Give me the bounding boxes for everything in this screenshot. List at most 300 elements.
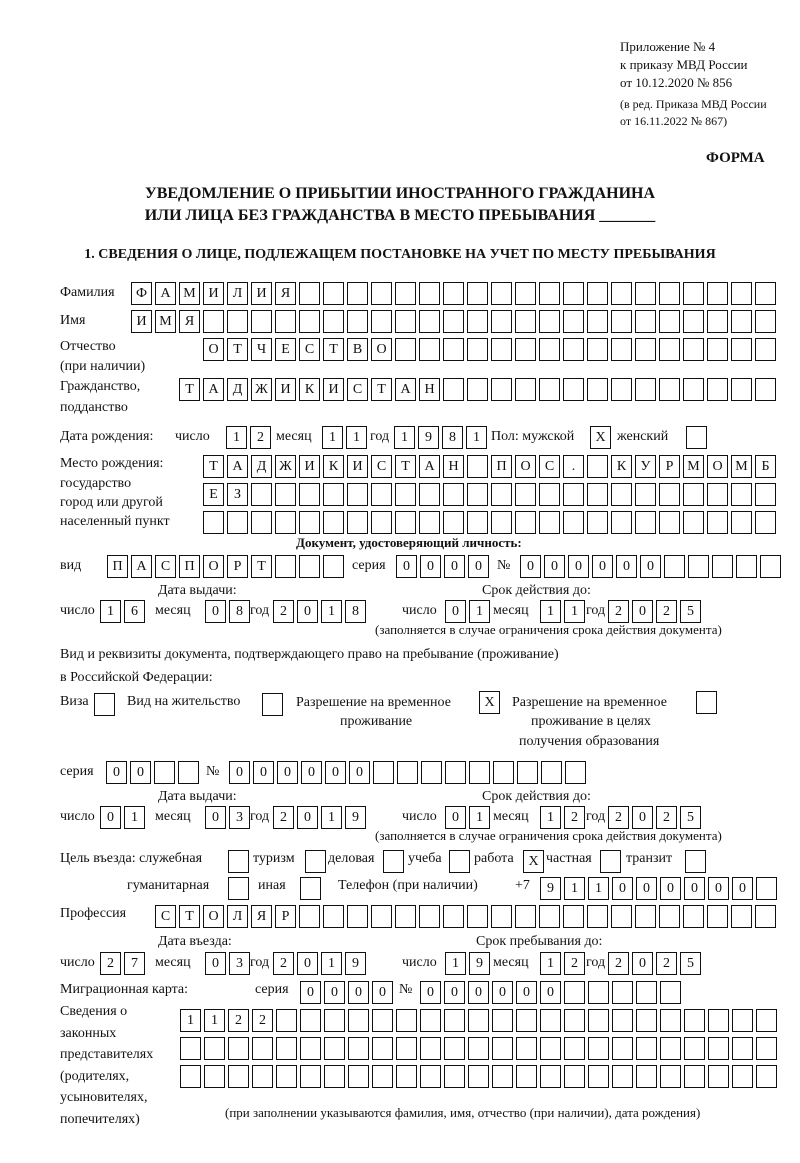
permit-number-box[interactable]: [493, 761, 514, 784]
representatives-box[interactable]: [228, 1037, 249, 1060]
birthplace-box[interactable]: [587, 511, 608, 534]
representatives-box[interactable]: [276, 1009, 297, 1032]
birthplace-box[interactable]: Ж: [275, 455, 296, 478]
representatives-box[interactable]: [372, 1065, 393, 1088]
doc-kind-box[interactable]: [323, 555, 344, 578]
representatives-box[interactable]: [276, 1065, 297, 1088]
citizenship-box[interactable]: [683, 378, 704, 401]
tourism-checkbox[interactable]: [305, 850, 326, 873]
name-box[interactable]: [587, 310, 608, 333]
representatives-box[interactable]: [636, 1065, 657, 1088]
male-checkbox[interactable]: X: [590, 426, 611, 449]
birthplace-box[interactable]: [251, 483, 272, 506]
migration-number-box[interactable]: [636, 981, 657, 1004]
birthplace-box[interactable]: [323, 511, 344, 534]
birthplace-box[interactable]: О: [707, 455, 728, 478]
profession-box[interactable]: [611, 905, 632, 928]
doc-number-box[interactable]: [760, 555, 781, 578]
migration-number-box[interactable]: 0: [492, 981, 513, 1004]
month-box[interactable]: 3: [229, 806, 250, 829]
day-box[interactable]: 2: [250, 426, 271, 449]
year-box[interactable]: 2: [608, 952, 629, 975]
permit-number-box[interactable]: [373, 761, 394, 784]
citizenship-box[interactable]: С: [347, 378, 368, 401]
birthplace-box[interactable]: [275, 483, 296, 506]
surname-box[interactable]: Я: [275, 282, 296, 305]
profession-box[interactable]: С: [155, 905, 176, 928]
patronymic-box[interactable]: [587, 338, 608, 361]
year-box[interactable]: 5: [680, 600, 701, 623]
birthplace-box[interactable]: [227, 511, 248, 534]
month-box[interactable]: 1: [322, 426, 343, 449]
year-box[interactable]: 9: [345, 806, 366, 829]
year-box[interactable]: 2: [608, 806, 629, 829]
representatives-box[interactable]: [444, 1009, 465, 1032]
representatives-box[interactable]: [180, 1037, 201, 1060]
day-box[interactable]: 6: [124, 600, 145, 623]
birthplace-box[interactable]: Р: [659, 455, 680, 478]
profession-box[interactable]: [731, 905, 752, 928]
surname-box[interactable]: [755, 282, 776, 305]
surname-box[interactable]: [467, 282, 488, 305]
doc-kind-box[interactable]: [275, 555, 296, 578]
birthplace-box[interactable]: [587, 483, 608, 506]
representatives-box[interactable]: [708, 1065, 729, 1088]
year-box[interactable]: 1: [321, 952, 342, 975]
citizenship-box[interactable]: К: [299, 378, 320, 401]
patronymic-box[interactable]: [611, 338, 632, 361]
birthplace-box[interactable]: А: [227, 455, 248, 478]
representatives-box[interactable]: [396, 1009, 417, 1032]
name-box[interactable]: Я: [179, 310, 200, 333]
phone-box[interactable]: 0: [660, 877, 681, 900]
doc-number-box[interactable]: 0: [568, 555, 589, 578]
birthplace-box[interactable]: [467, 455, 488, 478]
name-box[interactable]: [539, 310, 560, 333]
representatives-box[interactable]: [468, 1037, 489, 1060]
doc-number-box[interactable]: [712, 555, 733, 578]
birthplace-box[interactable]: [371, 483, 392, 506]
month-box[interactable]: 0: [205, 952, 226, 975]
profession-box[interactable]: [659, 905, 680, 928]
profession-box[interactable]: [707, 905, 728, 928]
permit-series-box[interactable]: 0: [130, 761, 151, 784]
birthplace-box[interactable]: Е: [203, 483, 224, 506]
surname-box[interactable]: [563, 282, 584, 305]
month-box[interactable]: 1: [540, 600, 561, 623]
profession-box[interactable]: [539, 905, 560, 928]
year-box[interactable]: 0: [297, 806, 318, 829]
day-box[interactable]: 0: [445, 806, 466, 829]
permit-number-box[interactable]: 0: [229, 761, 250, 784]
permit-series-box[interactable]: 0: [106, 761, 127, 784]
profession-box[interactable]: [395, 905, 416, 928]
day-box[interactable]: 7: [124, 952, 145, 975]
profession-box[interactable]: [419, 905, 440, 928]
profession-box[interactable]: [755, 905, 776, 928]
surname-box[interactable]: [323, 282, 344, 305]
representatives-box[interactable]: [732, 1009, 753, 1032]
representatives-box[interactable]: [732, 1065, 753, 1088]
citizenship-box[interactable]: [707, 378, 728, 401]
patronymic-box[interactable]: [419, 338, 440, 361]
citizenship-box[interactable]: [491, 378, 512, 401]
birthplace-box[interactable]: [323, 483, 344, 506]
representatives-box[interactable]: [348, 1009, 369, 1032]
citizenship-box[interactable]: [611, 378, 632, 401]
year-box[interactable]: 5: [680, 952, 701, 975]
year-box[interactable]: 2: [273, 806, 294, 829]
profession-box[interactable]: [371, 905, 392, 928]
birthplace-box[interactable]: [683, 483, 704, 506]
birthplace-box[interactable]: [635, 483, 656, 506]
private-checkbox[interactable]: [600, 850, 621, 873]
name-box[interactable]: [467, 310, 488, 333]
citizenship-box[interactable]: [755, 378, 776, 401]
permit-number-box[interactable]: [397, 761, 418, 784]
birthplace-box[interactable]: [419, 511, 440, 534]
birthplace-box[interactable]: М: [731, 455, 752, 478]
year-box[interactable]: 0: [632, 600, 653, 623]
permit-number-box[interactable]: 0: [301, 761, 322, 784]
representatives-box[interactable]: [420, 1009, 441, 1032]
birthplace-box[interactable]: [299, 483, 320, 506]
representatives-box[interactable]: [588, 1037, 609, 1060]
representatives-box[interactable]: [684, 1065, 705, 1088]
name-box[interactable]: [371, 310, 392, 333]
citizenship-box[interactable]: [731, 378, 752, 401]
profession-box[interactable]: [515, 905, 536, 928]
phone-box[interactable]: 0: [708, 877, 729, 900]
birthplace-box[interactable]: [443, 483, 464, 506]
representatives-box[interactable]: [300, 1037, 321, 1060]
representatives-box[interactable]: [180, 1065, 201, 1088]
birthplace-box[interactable]: [467, 511, 488, 534]
visa-checkbox[interactable]: [94, 693, 115, 716]
year-box[interactable]: 1: [466, 426, 487, 449]
doc-series-box[interactable]: 0: [396, 555, 417, 578]
birthplace-box[interactable]: [563, 511, 584, 534]
representatives-box[interactable]: [660, 1009, 681, 1032]
surname-box[interactable]: [587, 282, 608, 305]
month-box[interactable]: 0: [205, 806, 226, 829]
birthplace-box[interactable]: [395, 511, 416, 534]
migration-number-box[interactable]: 0: [540, 981, 561, 1004]
representatives-box[interactable]: [348, 1065, 369, 1088]
patronymic-box[interactable]: Т: [323, 338, 344, 361]
representatives-box[interactable]: [348, 1037, 369, 1060]
representatives-box[interactable]: [540, 1009, 561, 1032]
name-box[interactable]: [659, 310, 680, 333]
migration-number-box[interactable]: 0: [516, 981, 537, 1004]
representatives-box[interactable]: [636, 1009, 657, 1032]
representatives-box[interactable]: [516, 1065, 537, 1088]
birthplace-box[interactable]: [491, 483, 512, 506]
surname-box[interactable]: [611, 282, 632, 305]
patronymic-box[interactable]: [563, 338, 584, 361]
citizenship-box[interactable]: [563, 378, 584, 401]
patronymic-box[interactable]: [539, 338, 560, 361]
citizenship-box[interactable]: [515, 378, 536, 401]
year-box[interactable]: 8: [345, 600, 366, 623]
profession-box[interactable]: [323, 905, 344, 928]
name-box[interactable]: [323, 310, 344, 333]
birthplace-box[interactable]: И: [299, 455, 320, 478]
representatives-box[interactable]: [756, 1065, 777, 1088]
representatives-box[interactable]: [516, 1009, 537, 1032]
permit-number-box[interactable]: 0: [349, 761, 370, 784]
year-box[interactable]: 2: [273, 952, 294, 975]
study-checkbox[interactable]: [449, 850, 470, 873]
citizenship-box[interactable]: И: [275, 378, 296, 401]
citizenship-box[interactable]: [659, 378, 680, 401]
phone-box[interactable]: [756, 877, 777, 900]
representatives-box[interactable]: 2: [228, 1009, 249, 1032]
migration-number-box[interactable]: [660, 981, 681, 1004]
patronymic-box[interactable]: О: [203, 338, 224, 361]
month-box[interactable]: 1: [540, 806, 561, 829]
residence-checkbox[interactable]: [262, 693, 283, 716]
birthplace-box[interactable]: [539, 483, 560, 506]
birthplace-box[interactable]: [347, 511, 368, 534]
surname-box[interactable]: А: [155, 282, 176, 305]
surname-box[interactable]: [419, 282, 440, 305]
birthplace-box[interactable]: З: [227, 483, 248, 506]
name-box[interactable]: [731, 310, 752, 333]
day-box[interactable]: 1: [226, 426, 247, 449]
surname-box[interactable]: И: [251, 282, 272, 305]
doc-number-box[interactable]: 0: [640, 555, 661, 578]
representatives-box[interactable]: [228, 1065, 249, 1088]
day-box[interactable]: 0: [100, 806, 121, 829]
birthplace-box[interactable]: И: [347, 455, 368, 478]
birthplace-box[interactable]: К: [323, 455, 344, 478]
patronymic-box[interactable]: О: [371, 338, 392, 361]
representatives-box[interactable]: [564, 1009, 585, 1032]
representatives-box[interactable]: 1: [180, 1009, 201, 1032]
surname-box[interactable]: [299, 282, 320, 305]
doc-number-box[interactable]: 0: [616, 555, 637, 578]
birthplace-box[interactable]: [731, 483, 752, 506]
year-box[interactable]: 8: [442, 426, 463, 449]
year-box[interactable]: 0: [632, 806, 653, 829]
patronymic-box[interactable]: [659, 338, 680, 361]
surname-box[interactable]: [731, 282, 752, 305]
birthplace-box[interactable]: Н: [443, 455, 464, 478]
citizenship-box[interactable]: Ж: [251, 378, 272, 401]
citizenship-box[interactable]: Т: [371, 378, 392, 401]
transit-checkbox[interactable]: [685, 850, 706, 873]
name-box[interactable]: [707, 310, 728, 333]
name-box[interactable]: [299, 310, 320, 333]
doc-kind-box[interactable]: Т: [251, 555, 272, 578]
citizenship-box[interactable]: А: [203, 378, 224, 401]
representatives-box[interactable]: [396, 1037, 417, 1060]
representatives-box[interactable]: [468, 1009, 489, 1032]
profession-box[interactable]: [347, 905, 368, 928]
patronymic-box[interactable]: Ч: [251, 338, 272, 361]
birthplace-box[interactable]: [443, 511, 464, 534]
representatives-box[interactable]: [588, 1065, 609, 1088]
profession-box[interactable]: Л: [227, 905, 248, 928]
birthplace-box[interactable]: [539, 511, 560, 534]
humanitarian-checkbox[interactable]: [228, 877, 249, 900]
phone-box[interactable]: 1: [588, 877, 609, 900]
year-box[interactable]: 2: [608, 600, 629, 623]
birthplace-box[interactable]: С: [539, 455, 560, 478]
representatives-box[interactable]: 2: [252, 1009, 273, 1032]
day-box[interactable]: 2: [100, 952, 121, 975]
month-box[interactable]: 3: [229, 952, 250, 975]
doc-kind-box[interactable]: О: [203, 555, 224, 578]
official-checkbox[interactable]: [228, 850, 249, 873]
migration-number-box[interactable]: [588, 981, 609, 1004]
profession-box[interactable]: [467, 905, 488, 928]
permit-number-box[interactable]: [469, 761, 490, 784]
year-box[interactable]: 5: [680, 806, 701, 829]
representatives-box[interactable]: [396, 1065, 417, 1088]
month-box[interactable]: 1: [564, 600, 585, 623]
migration-series-box[interactable]: 0: [348, 981, 369, 1004]
year-box[interactable]: 2: [656, 952, 677, 975]
surname-box[interactable]: [515, 282, 536, 305]
birthplace-box[interactable]: [563, 483, 584, 506]
doc-kind-box[interactable]: [299, 555, 320, 578]
doc-kind-box[interactable]: Р: [227, 555, 248, 578]
permit-number-box[interactable]: [421, 761, 442, 784]
citizenship-box[interactable]: И: [323, 378, 344, 401]
doc-number-box[interactable]: [664, 555, 685, 578]
patronymic-box[interactable]: [683, 338, 704, 361]
day-box[interactable]: 1: [469, 806, 490, 829]
citizenship-box[interactable]: [635, 378, 656, 401]
representatives-box[interactable]: [300, 1065, 321, 1088]
migration-series-box[interactable]: 0: [372, 981, 393, 1004]
profession-box[interactable]: [299, 905, 320, 928]
birthplace-box[interactable]: К: [611, 455, 632, 478]
doc-kind-box[interactable]: П: [107, 555, 128, 578]
birthplace-box[interactable]: О: [515, 455, 536, 478]
doc-number-box[interactable]: 0: [520, 555, 541, 578]
name-box[interactable]: [227, 310, 248, 333]
patronymic-box[interactable]: [395, 338, 416, 361]
doc-number-box[interactable]: [688, 555, 709, 578]
name-box[interactable]: [515, 310, 536, 333]
profession-box[interactable]: [491, 905, 512, 928]
phone-box[interactable]: 0: [636, 877, 657, 900]
representatives-box[interactable]: [372, 1037, 393, 1060]
birthplace-box[interactable]: А: [419, 455, 440, 478]
birthplace-box[interactable]: [203, 511, 224, 534]
day-box[interactable]: 1: [124, 806, 145, 829]
birthplace-box[interactable]: У: [635, 455, 656, 478]
permit-number-box[interactable]: [445, 761, 466, 784]
representatives-box[interactable]: [564, 1065, 585, 1088]
citizenship-box[interactable]: [443, 378, 464, 401]
year-box[interactable]: 0: [632, 952, 653, 975]
phone-box[interactable]: 1: [564, 877, 585, 900]
citizenship-box[interactable]: Т: [179, 378, 200, 401]
migration-number-box[interactable]: [564, 981, 585, 1004]
name-box[interactable]: [419, 310, 440, 333]
doc-number-box[interactable]: [736, 555, 757, 578]
temp-permit-checkbox[interactable]: X: [479, 691, 500, 714]
name-box[interactable]: [347, 310, 368, 333]
permit-number-box[interactable]: [517, 761, 538, 784]
phone-box[interactable]: 0: [684, 877, 705, 900]
birthplace-box[interactable]: [587, 455, 608, 478]
patronymic-box[interactable]: [515, 338, 536, 361]
profession-box[interactable]: [635, 905, 656, 928]
representatives-box[interactable]: [612, 1065, 633, 1088]
name-box[interactable]: [563, 310, 584, 333]
patronymic-box[interactable]: Т: [227, 338, 248, 361]
female-checkbox[interactable]: [686, 426, 707, 449]
surname-box[interactable]: [395, 282, 416, 305]
patronymic-box[interactable]: Е: [275, 338, 296, 361]
representatives-box[interactable]: [612, 1037, 633, 1060]
representatives-box[interactable]: [492, 1009, 513, 1032]
surname-box[interactable]: И: [203, 282, 224, 305]
representatives-box[interactable]: [300, 1009, 321, 1032]
representatives-box[interactable]: [420, 1037, 441, 1060]
day-box[interactable]: 1: [469, 600, 490, 623]
representatives-box[interactable]: [708, 1037, 729, 1060]
year-box[interactable]: 1: [321, 806, 342, 829]
representatives-box[interactable]: [324, 1037, 345, 1060]
birthplace-box[interactable]: С: [371, 455, 392, 478]
representatives-box[interactable]: [708, 1009, 729, 1032]
permit-number-box[interactable]: [565, 761, 586, 784]
migration-number-box[interactable]: [612, 981, 633, 1004]
name-box[interactable]: [251, 310, 272, 333]
citizenship-box[interactable]: [467, 378, 488, 401]
day-box[interactable]: 9: [469, 952, 490, 975]
birthplace-box[interactable]: [251, 511, 272, 534]
patronymic-box[interactable]: [731, 338, 752, 361]
profession-box[interactable]: Я: [251, 905, 272, 928]
month-box[interactable]: 2: [564, 806, 585, 829]
citizenship-box[interactable]: [539, 378, 560, 401]
citizenship-box[interactable]: [587, 378, 608, 401]
birthplace-box[interactable]: [659, 511, 680, 534]
name-box[interactable]: [611, 310, 632, 333]
edu-permit-checkbox[interactable]: [696, 691, 717, 714]
patronymic-box[interactable]: [443, 338, 464, 361]
migration-series-box[interactable]: 0: [324, 981, 345, 1004]
phone-box[interactable]: 0: [732, 877, 753, 900]
doc-kind-box[interactable]: А: [131, 555, 152, 578]
doc-series-box[interactable]: 0: [444, 555, 465, 578]
birthplace-box[interactable]: [635, 511, 656, 534]
profession-box[interactable]: Т: [179, 905, 200, 928]
patronymic-box[interactable]: [755, 338, 776, 361]
surname-box[interactable]: [683, 282, 704, 305]
month-box[interactable]: 2: [564, 952, 585, 975]
year-box[interactable]: 9: [345, 952, 366, 975]
doc-series-box[interactable]: 0: [420, 555, 441, 578]
year-box[interactable]: 0: [297, 952, 318, 975]
name-box[interactable]: [491, 310, 512, 333]
representatives-box[interactable]: [660, 1037, 681, 1060]
representatives-box[interactable]: [492, 1037, 513, 1060]
doc-number-box[interactable]: 0: [592, 555, 613, 578]
birthplace-box[interactable]: [707, 511, 728, 534]
citizenship-box[interactable]: Д: [227, 378, 248, 401]
representatives-box[interactable]: [420, 1065, 441, 1088]
day-box[interactable]: 0: [445, 600, 466, 623]
birthplace-box[interactable]: [371, 511, 392, 534]
